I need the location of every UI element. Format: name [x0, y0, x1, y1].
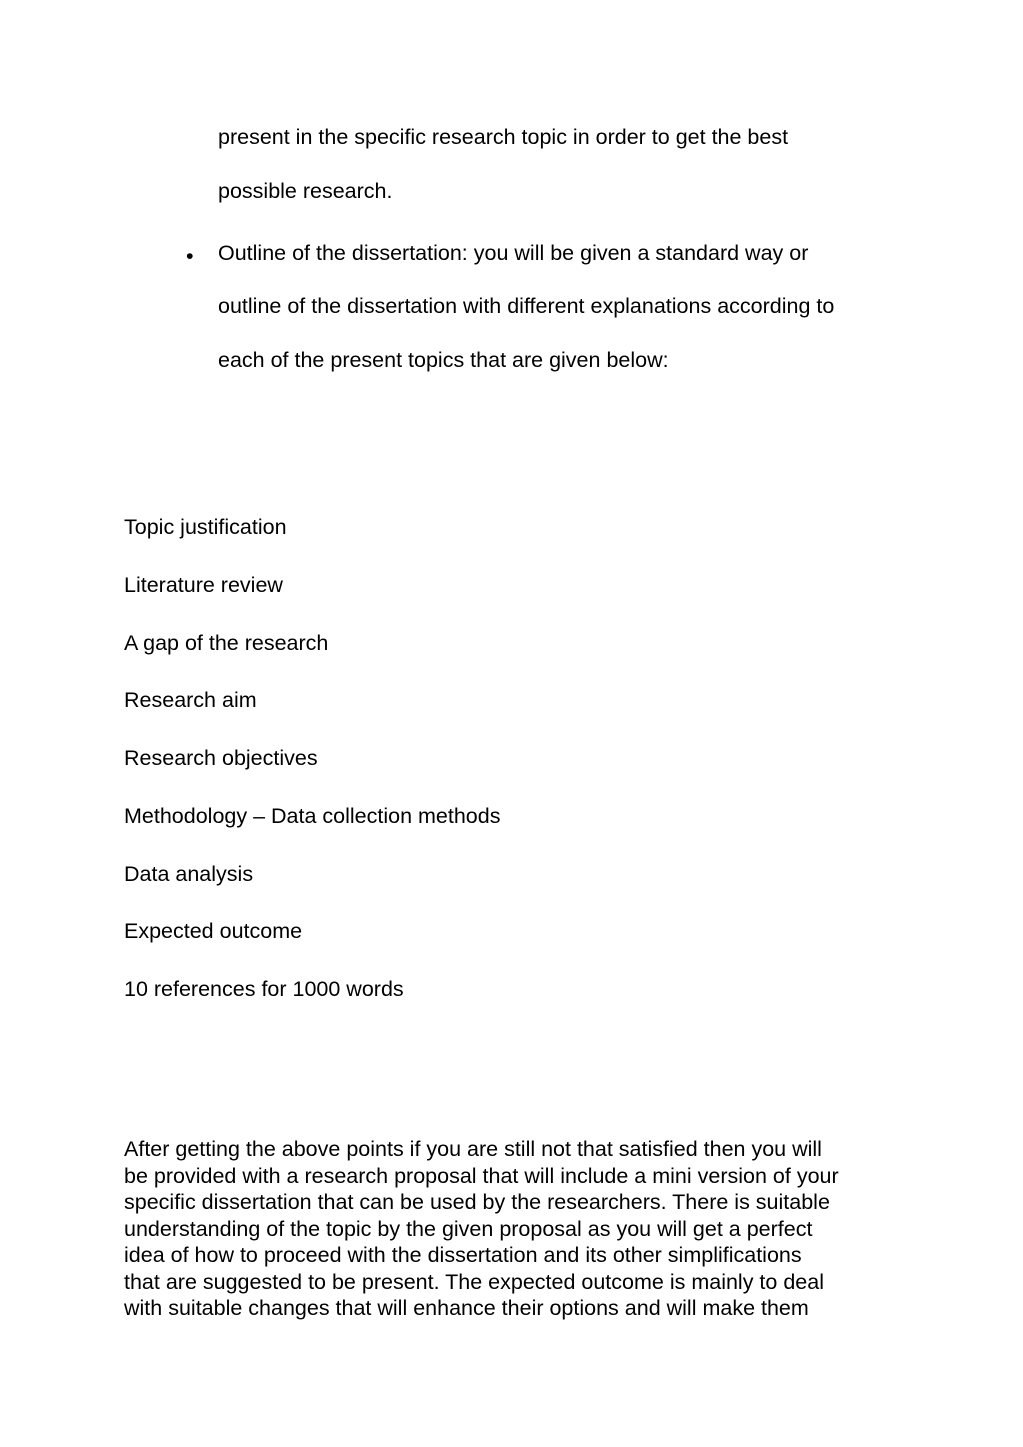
outline-item: Literature review [124, 572, 283, 597]
paragraph-line: specific dissertation that can be used by the researchers. There is suitable [124, 1190, 830, 1214]
bullet-line-3: each of the present topics that are given below: [218, 348, 669, 372]
paragraph-line: with suitable changes that will enhance their options and will make them [124, 1296, 809, 1320]
outline-item: Topic justification [124, 515, 287, 539]
closing-paragraph [124, 1136, 914, 1322]
outline-list [124, 514, 500, 1034]
paragraph-line: idea of how to proceed with the dissertation and its other simplifications [124, 1243, 802, 1267]
continuation-line-1: present in the specific research topic in order to get the best [218, 125, 789, 149]
continuation-line-2: possible research. [218, 179, 393, 203]
outline-item: A gap of the research [124, 630, 329, 655]
bullet-line-1: Outline of the dissertation: you will be given a standard way or [218, 241, 809, 265]
outline-item: Expected outcome [124, 919, 303, 944]
bullet-line-2: outline of the dissertation with different explanations according to [218, 294, 835, 318]
outline-item: Methodology – Data collection methods [124, 803, 501, 828]
outline-item: Research objectives [124, 746, 318, 770]
paragraph-line: that are suggested to be present. The expected outcome is mainly to deal [124, 1269, 824, 1294]
outline-item: Data analysis [124, 861, 254, 886]
paragraph-line: After getting the above points if you are still not that satisfied then you will [124, 1137, 822, 1161]
paragraph-line: understanding of the topic by the given proposal as you will get a perfect [124, 1216, 813, 1241]
paragraph-line: be provided with a research proposal that will include a mini version of your [124, 1163, 839, 1188]
outline-item: 10 references for 1000 words [124, 977, 404, 1001]
outline-item: Research aim [124, 688, 257, 713]
bullet-icon: • [186, 244, 194, 268]
